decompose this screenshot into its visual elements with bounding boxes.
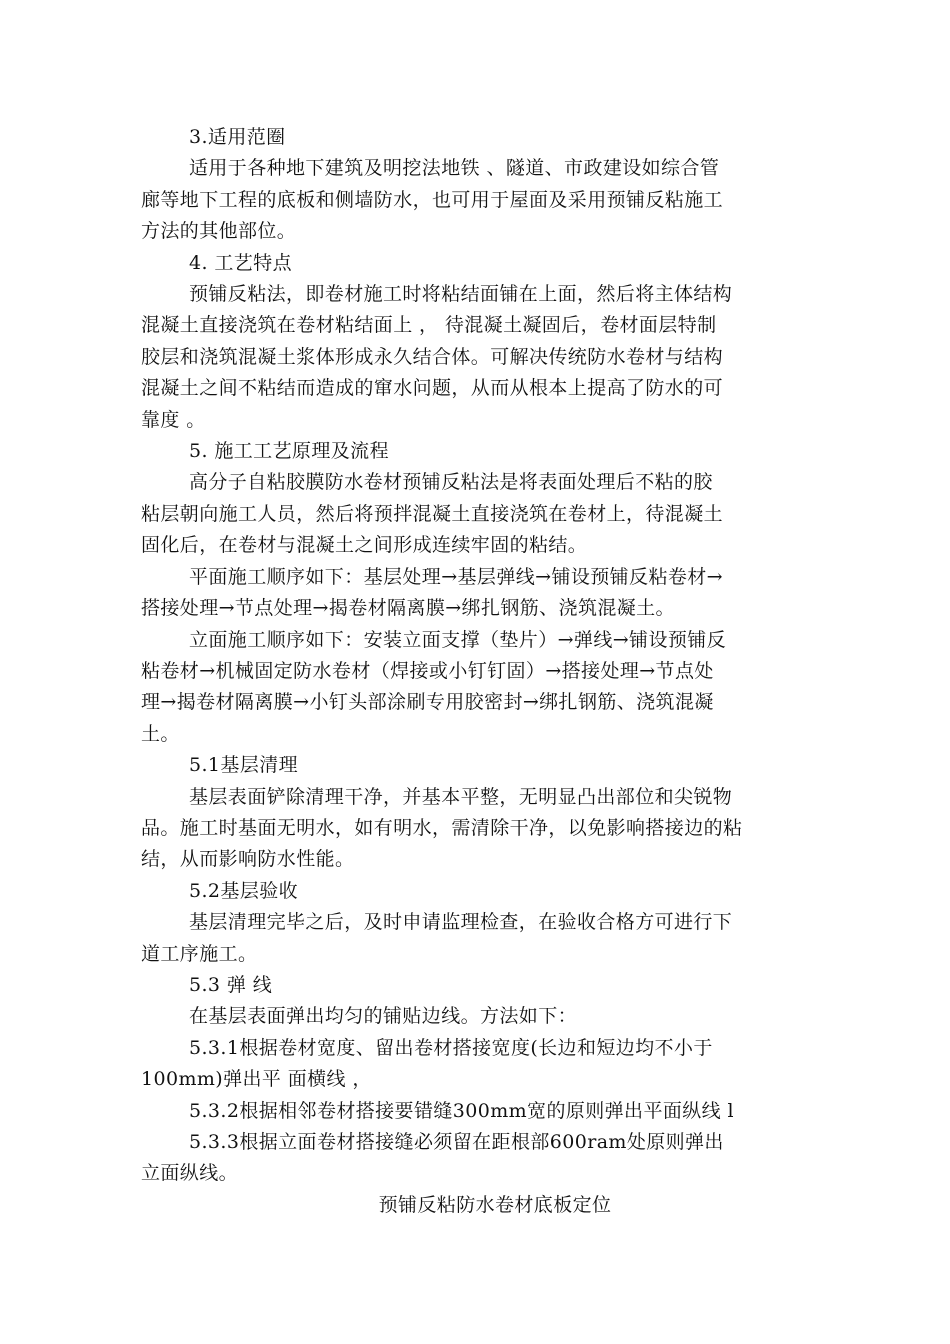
- section-5-3-3-line-2: 立面纵线。: [141, 1162, 239, 1185]
- section-5-2-line-2: 道工序施工。: [141, 942, 258, 965]
- figure-caption: 预铺反粘防水卷材底板定位: [378, 1193, 612, 1216]
- section-3-line-2: 廊等地下工程的底板和侧墙防水，也可用于屋面及采用预铺反粘施工: [141, 188, 724, 211]
- section-5-1-line-2: 品。施工时基面无明水，如有明水，需清除干净，以免影响搭接边的粘: [141, 816, 743, 839]
- section-4-line-1: 预铺反粘法，即卷材施工时将粘结面铺在上面，然后将主体结构: [189, 283, 733, 306]
- section-5-p3-line-4: 土。: [141, 722, 180, 745]
- section-3-line-3: 方法的其他部位。: [141, 220, 297, 243]
- section-5-p2-line-1: 平面施工顺序如下：基层处理→基层弹线→铺设预铺反粘卷材→: [189, 565, 723, 588]
- section-5-2-heading: 5.2基层验收: [189, 879, 299, 902]
- section-5-p3-line-1: 立面施工顺序如下：安装立面支撑（垫片）→弹线→铺设预铺反: [189, 628, 727, 651]
- section-4-line-3: 胶层和浇筑混凝土浆体形成永久结合体。可解决传统防水卷材与结构: [141, 345, 724, 368]
- section-5-p3-line-2: 粘卷材→机械固定防水卷材（焊接或小钉钉固）→搭接处理→节点处: [141, 659, 714, 682]
- section-3-heading: 3.适用范圈: [189, 126, 286, 148]
- section-5-3-3-line-1: 5.3.3根据立面卷材搭接缝必须留在距根部600ram处原则弹出: [189, 1131, 724, 1153]
- section-5-1-heading: 5.1基层清理: [189, 754, 299, 777]
- section-5-3-1-line-2: 100mm)弹出平 面横线 ，: [141, 1068, 372, 1091]
- section-5-p1-line-3: 固化后，在卷材与混凝土之间形成连续牢固的粘结。: [141, 534, 588, 557]
- section-5-3-1-line-1: 5.3.1根据卷材宽度、留出卷材搭接宽度(长边和短边均不小于: [189, 1036, 713, 1059]
- section-5-1-line-1: 基层表面铲除清理干净，并基本平整，无明显凸出部位和尖锐物: [189, 785, 733, 808]
- section-5-3-heading: 5.3 弹 线: [189, 973, 273, 996]
- section-4-heading: 4. 工艺特点: [189, 251, 292, 274]
- section-5-3-intro: 在基层表面弹出均匀的铺贴边线。方法如下：: [189, 1005, 578, 1028]
- section-5-heading: 5. 施工工艺原理及流程: [189, 440, 389, 463]
- section-5-2-line-1: 基层清理完毕之后，及时申请监理检查，在验收合格方可进行下: [189, 911, 733, 934]
- section-5-p1-line-1: 高分子自粘胶膜防水卷材预铺反粘法是将表面处理后不粘的胶: [189, 471, 713, 494]
- document-body: [141, 122, 809, 1221]
- section-5-p2-line-2: 搭接处理→节点处理→揭卷材隔离膜→绑扎钢筋、浇筑混凝土。: [141, 597, 675, 620]
- section-4-line-4: 混凝土之间不粘结而造成的窜水问题，从而从根本上提高了防水的可: [141, 377, 724, 400]
- section-3-line-1: 适用于各种地下建筑及明挖法地铁 、隧道、市政建设如综合管: [189, 157, 720, 180]
- section-5-1-line-3: 结，从而影响防水性能。: [141, 848, 355, 871]
- section-5-3-2-line: 5.3.2根据相邻卷材搭接要错缝300mm宽的原则弹出平面纵线 l: [189, 1099, 734, 1122]
- section-4-line-5: 靠度 。: [141, 408, 206, 431]
- section-4-line-2: 混凝土直接浇筑在卷材粘结面上 ， 待混凝土凝固后，卷材面层特制: [141, 314, 717, 337]
- section-5-p3-line-3: 理→揭卷材隔离膜→小钉头部涂刷专用胶密封→绑扎钢筋、浇筑混凝: [141, 691, 714, 714]
- section-5-p1-line-2: 粘层朝向施工人员，然后将预拌混凝土直接浇筑在卷材上，待混凝土: [141, 502, 724, 525]
